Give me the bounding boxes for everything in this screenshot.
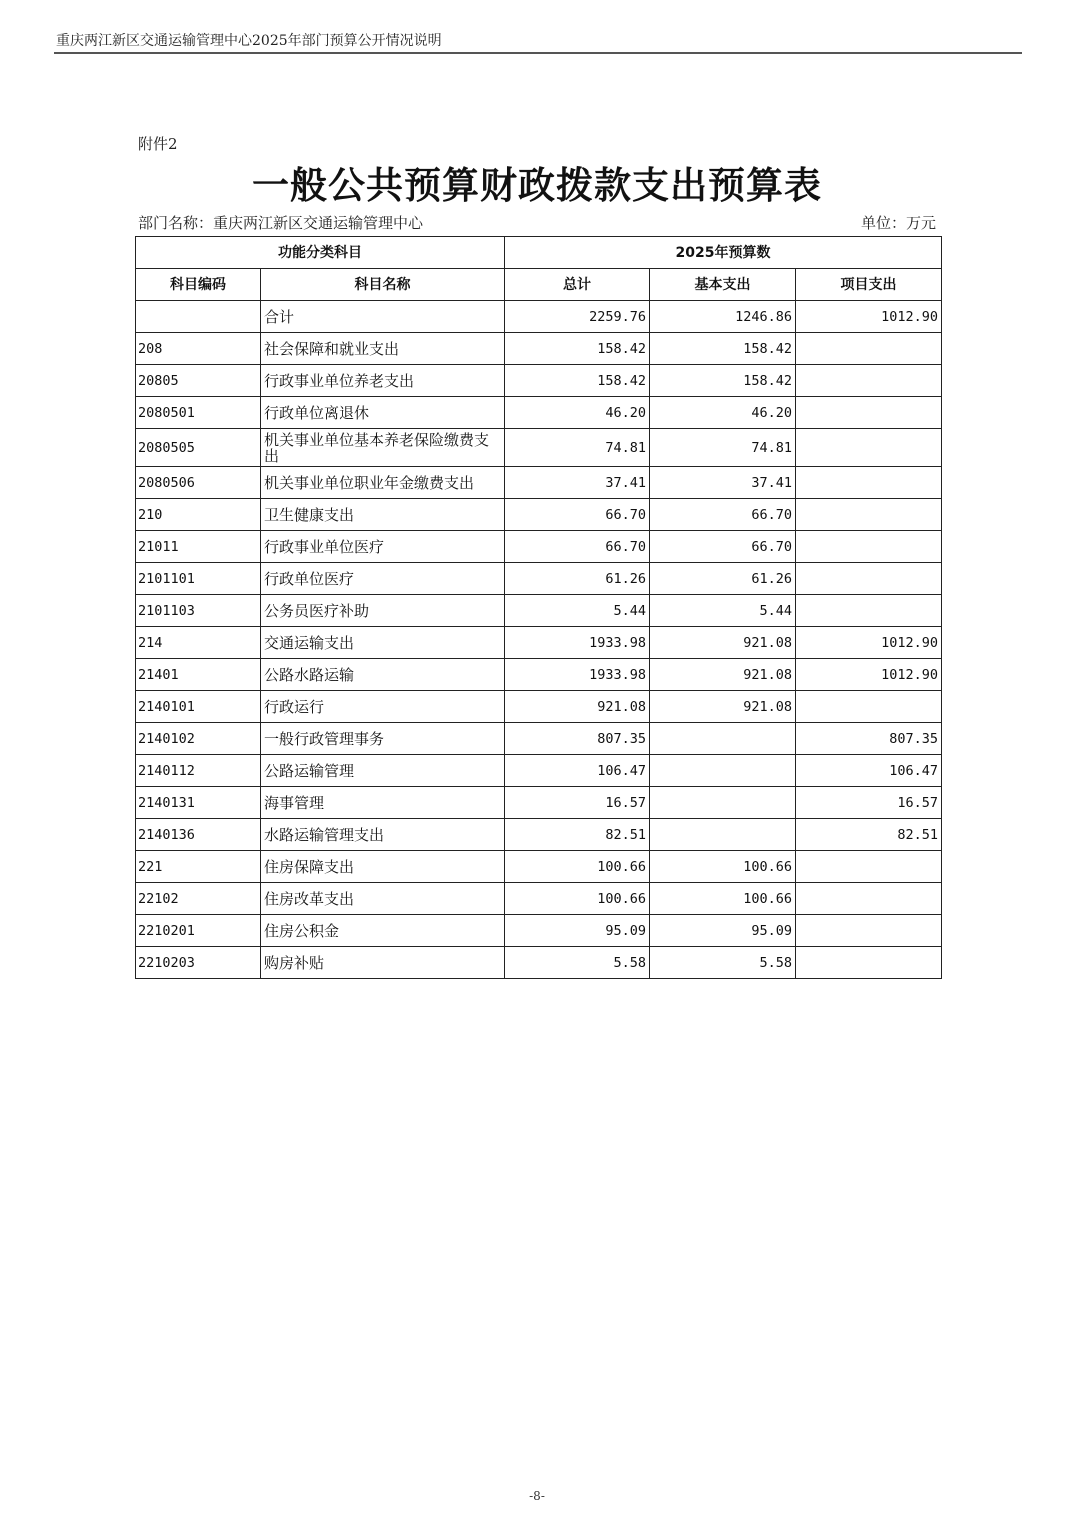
cell-project [796,499,942,531]
cell-code: 22102 [136,883,261,915]
cell-code: 2210201 [136,915,261,947]
cell-basic: 1246.86 [650,301,796,333]
column-header-project: 项目支出 [796,269,942,301]
cell-code: 2080506 [136,467,261,499]
cell-total: 807.35 [505,723,650,755]
cell-project: 1012.90 [796,301,942,333]
cell-name: 机关事业单位基本养老保险缴费支出 [261,429,505,467]
group-header-category: 功能分类科目 [136,237,505,269]
cell-project [796,595,942,627]
cell-code: 2140112 [136,755,261,787]
cell-name: 行政事业单位医疗 [261,531,505,563]
table-row [136,915,942,947]
cell-basic: 74.81 [650,429,796,467]
cell-project [796,467,942,499]
table-row [136,819,942,851]
cell-basic: 100.66 [650,851,796,883]
cell-total: 158.42 [505,365,650,397]
cell-code: 208 [136,333,261,365]
department-label: 部门名称：重庆两江新区交通运输管理中心 [138,214,424,232]
cell-name: 公务员医疗补助 [261,595,505,627]
cell-code: 20805 [136,365,261,397]
table-row [136,467,942,499]
cell-code [136,301,261,333]
column-header-basic: 基本支出 [650,269,796,301]
cell-name: 机关事业单位职业年金缴费支出 [261,467,505,499]
table-row [136,499,942,531]
cell-basic: 46.20 [650,397,796,429]
cell-total: 2259.76 [505,301,650,333]
table-row [136,787,942,819]
table-row [136,883,942,915]
cell-name: 卫生健康支出 [261,499,505,531]
cell-project [796,429,942,467]
cell-basic: 66.70 [650,531,796,563]
cell-basic [650,787,796,819]
cell-project [796,851,942,883]
table-row [136,301,942,333]
cell-code: 210 [136,499,261,531]
cell-project [796,883,942,915]
cell-project: 82.51 [796,819,942,851]
cell-name: 公路水路运输 [261,659,505,691]
cell-project [796,397,942,429]
cell-code: 214 [136,627,261,659]
table-row [136,627,942,659]
cell-basic [650,723,796,755]
budget-table [135,236,942,979]
cell-name: 交通运输支出 [261,627,505,659]
cell-code: 221 [136,851,261,883]
cell-total: 106.47 [505,755,650,787]
page-title: 一般公共预算财政拨款支出预算表 [252,164,822,207]
table-row [136,563,942,595]
table-row [136,595,942,627]
cell-project [796,333,942,365]
cell-name: 住房公积金 [261,915,505,947]
cell-total: 82.51 [505,819,650,851]
table-row [136,397,942,429]
cell-basic: 921.08 [650,627,796,659]
cell-total: 66.70 [505,531,650,563]
cell-project [796,915,942,947]
cell-name: 行政单位医疗 [261,563,505,595]
group-header-budget: 2025年预算数 [505,237,942,269]
table-body [136,301,942,979]
cell-name: 海事管理 [261,787,505,819]
cell-code: 21011 [136,531,261,563]
cell-name: 行政运行 [261,691,505,723]
cell-name: 住房保障支出 [261,851,505,883]
cell-code: 2140101 [136,691,261,723]
cell-basic: 37.41 [650,467,796,499]
cell-name: 一般行政管理事务 [261,723,505,755]
cell-basic [650,755,796,787]
cell-project [796,563,942,595]
cell-name: 公路运输管理 [261,755,505,787]
cell-total: 158.42 [505,333,650,365]
cell-basic: 158.42 [650,365,796,397]
table-row [136,723,942,755]
cell-basic: 95.09 [650,915,796,947]
cell-project: 807.35 [796,723,942,755]
table-row [136,755,942,787]
cell-project [796,531,942,563]
cell-name: 行政事业单位养老支出 [261,365,505,397]
cell-basic: 61.26 [650,563,796,595]
table-row [136,531,942,563]
cell-project: 106.47 [796,755,942,787]
unit-label: 单位：万元 [860,214,936,232]
cell-basic: 5.44 [650,595,796,627]
cell-project: 1012.90 [796,627,942,659]
table-row [136,365,942,397]
cell-basic: 921.08 [650,659,796,691]
cell-total: 5.58 [505,947,650,979]
column-header-code: 科目编码 [136,269,261,301]
cell-name: 住房改革支出 [261,883,505,915]
cell-name: 社会保障和就业支出 [261,333,505,365]
cell-total: 100.66 [505,851,650,883]
cell-total: 66.70 [505,499,650,531]
page-number: -8- [529,1489,545,1503]
attachment-label: 附件2 [138,135,178,153]
cell-name: 合计 [261,301,505,333]
table-row [136,691,942,723]
cell-code: 2101103 [136,595,261,627]
cell-basic: 100.66 [650,883,796,915]
cell-total: 95.09 [505,915,650,947]
cell-basic: 158.42 [650,333,796,365]
cell-basic: 921.08 [650,691,796,723]
cell-project: 1012.90 [796,659,942,691]
document-header: 重庆两江新区交通运输管理中心2025年部门预算公开情况说明 [56,33,442,49]
cell-project [796,365,942,397]
cell-total: 1933.98 [505,659,650,691]
cell-code: 2140102 [136,723,261,755]
cell-total: 100.66 [505,883,650,915]
cell-basic: 5.58 [650,947,796,979]
cell-total: 5.44 [505,595,650,627]
cell-name: 购房补贴 [261,947,505,979]
header-divider [54,52,1022,54]
column-header-total: 总计 [505,269,650,301]
cell-project: 16.57 [796,787,942,819]
cell-total: 16.57 [505,787,650,819]
table-row [136,947,942,979]
cell-total: 46.20 [505,397,650,429]
cell-total: 37.41 [505,467,650,499]
cell-code: 2101101 [136,563,261,595]
cell-basic: 66.70 [650,499,796,531]
table-row [136,333,942,365]
column-header-name: 科目名称 [261,269,505,301]
cell-name: 行政单位离退休 [261,397,505,429]
cell-code: 2080501 [136,397,261,429]
cell-project [796,947,942,979]
cell-code: 2080505 [136,429,261,467]
table-row [136,851,942,883]
cell-name: 水路运输管理支出 [261,819,505,851]
cell-code: 21401 [136,659,261,691]
cell-total: 921.08 [505,691,650,723]
cell-project [796,691,942,723]
cell-code: 2140131 [136,787,261,819]
table-row [136,429,942,467]
cell-basic [650,819,796,851]
table-row [136,659,942,691]
cell-code: 2140136 [136,819,261,851]
cell-total: 74.81 [505,429,650,467]
cell-total: 1933.98 [505,627,650,659]
cell-code: 2210203 [136,947,261,979]
cell-total: 61.26 [505,563,650,595]
